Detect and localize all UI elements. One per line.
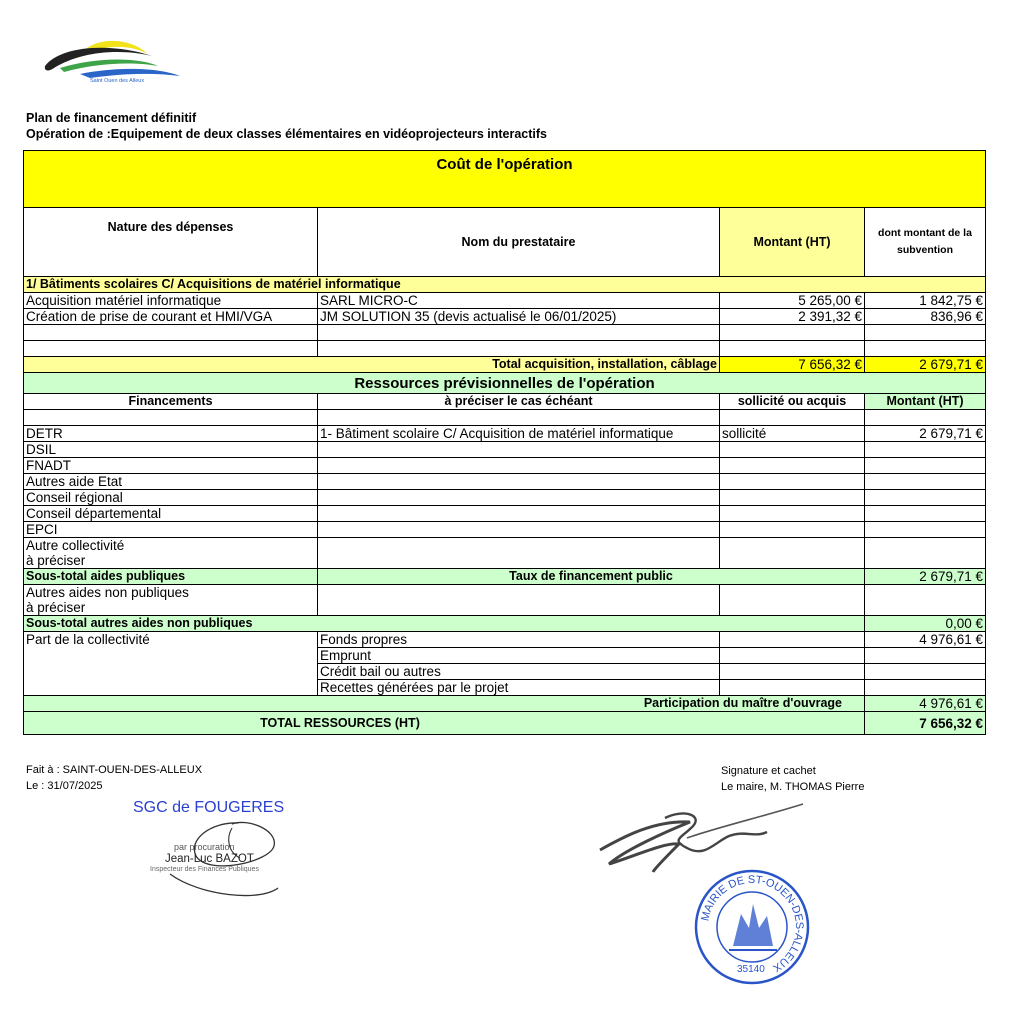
subvention-cell: 836,96 €	[865, 309, 986, 325]
procuration-title: Inspecteur des Finances Publiques	[150, 866, 259, 873]
total-resources-label: TOTAL RESSOURCES (HT)	[24, 712, 865, 735]
prestataire-cell: SARL MICRO-C	[318, 293, 720, 309]
signature-label: Signature et cachet	[721, 765, 816, 777]
table-row	[24, 585, 986, 601]
resources-header-row	[24, 394, 986, 410]
status-cell: sollicité	[720, 426, 865, 442]
table-row	[24, 474, 986, 490]
subvention-cell: 1 842,75 €	[865, 293, 986, 309]
table-row	[24, 664, 986, 680]
taux-label: Taux de financement public	[318, 569, 865, 585]
montant-cell: 2 391,32 €	[720, 309, 865, 325]
collectivite-label: Part de la collectivité	[24, 632, 318, 648]
detail-cell: 1- Bâtiment scolaire C/ Acquisition de matériel informatique	[318, 426, 720, 442]
total-resources-row	[24, 712, 986, 735]
cost-title-row	[24, 151, 986, 208]
participation-value: 4 976,61 €	[865, 696, 986, 712]
col-montant-header: Montant (HT)	[720, 208, 865, 277]
col-prestataire-header: Nom du prestataire	[318, 208, 720, 277]
table-row	[24, 538, 986, 554]
cost-title: Coût de l'opération	[24, 151, 986, 208]
cost-section-label: 1/ Bâtiments scolaires C/ Acquisitions de matériel informatique	[24, 277, 986, 293]
cost-total-montant: 7 656,32 €	[720, 357, 865, 373]
table-row	[24, 506, 986, 522]
table-row	[24, 648, 986, 664]
col-preciser-header: à préciser le cas échéant	[318, 394, 720, 410]
detail-cell: Crédit bail ou autres	[318, 664, 720, 680]
cost-total-subvention: 2 679,71 €	[865, 357, 986, 373]
subtotal-public-row	[24, 569, 986, 585]
procuration-name: Jean-Luc BAZOT	[165, 853, 254, 865]
montant-cell: 2 679,71 €	[865, 426, 986, 442]
col-sollicite-header: sollicité ou acquis	[720, 394, 865, 410]
subtotal-nonpublic-label: Sous-total autres aides non publiques	[24, 616, 865, 632]
table-row	[24, 341, 986, 357]
resources-title-row	[24, 373, 986, 394]
participation-label: Participation du maître d'ouvrage	[24, 696, 865, 712]
nature-cell: Acquisition matériel informatique	[24, 293, 318, 309]
date: Le : 31/07/2025	[26, 780, 103, 792]
financement-label: Conseil départemental	[24, 506, 318, 522]
montant-cell: 4 976,61 €	[865, 632, 986, 648]
table-row	[24, 410, 986, 426]
stamp-code: 35140	[737, 964, 765, 975]
table-row	[24, 426, 986, 442]
cost-total-row	[24, 357, 986, 373]
plan-title: Plan de financement définitif	[26, 111, 197, 125]
table-row	[24, 458, 986, 474]
logo-graphic	[40, 36, 185, 88]
procuration-text: par procuration	[174, 842, 235, 852]
table-row	[24, 442, 986, 458]
fait-a: Fait à : SAINT-OUEN-DES-ALLEUX	[26, 764, 203, 776]
detail-cell: Emprunt	[318, 648, 720, 664]
cost-total-label: Total acquisition, installation, câblage	[24, 357, 720, 373]
financement-label: à préciser	[24, 553, 318, 569]
maire-name: Le maire, M. THOMAS Pierre	[721, 781, 865, 793]
col-financements-header: Financements	[24, 394, 318, 410]
sgc-label: SGC de FOUGERES	[133, 799, 285, 816]
operation-title: Opération de :Equipement de deux classes élémentaires en vidéoprojecteurs interactifs	[26, 127, 548, 141]
logo-text: Saint Ouen des Alleux	[90, 78, 145, 84]
table-row	[24, 522, 986, 538]
detail-cell: Recettes générées par le projet	[318, 680, 720, 696]
nature-cell: Création de prise de courant et HMI/VGA	[24, 309, 318, 325]
subtotal-public-label: Sous-total aides publiques	[24, 569, 318, 585]
financement-label: EPCI	[24, 522, 318, 538]
financement-label: DETR	[24, 426, 318, 442]
resources-title: Ressources prévisionnelles de l'opération	[24, 373, 986, 394]
col-subvention-header: dont montant de la subvention	[865, 208, 986, 277]
col-nature-header: Nature des dépenses	[24, 208, 318, 277]
financement-label: à préciser	[24, 600, 318, 616]
logo	[40, 36, 185, 88]
subtotal-nonpublic-value: 0,00 €	[865, 616, 986, 632]
financing-table	[23, 150, 986, 735]
table-row	[24, 553, 986, 569]
table-row	[24, 325, 986, 341]
financement-label: DSIL	[24, 442, 318, 458]
financement-label: FNADT	[24, 458, 318, 474]
montant-cell: 5 265,00 €	[720, 293, 865, 309]
table-row	[24, 600, 986, 616]
financement-label: Autre collectivité	[24, 538, 318, 554]
prestataire-cell: JM SOLUTION 35 (devis actualisé le 06/01/2025)	[318, 309, 720, 325]
financement-label: Autres aides non publiques	[24, 585, 318, 601]
table-row	[24, 490, 986, 506]
subtotal-public-value: 2 679,71 €	[865, 569, 986, 585]
detail-cell: Fonds propres	[318, 632, 720, 648]
table-row	[24, 680, 986, 696]
total-resources-value: 7 656,32 €	[865, 712, 986, 735]
cost-section-row	[24, 277, 986, 293]
table-row	[24, 293, 986, 309]
stamp-ring-text: MAIRIE DE ST-OUEN-DES-ALLEUX	[699, 873, 806, 974]
mairie-stamp-graphic	[693, 868, 811, 986]
participation-row	[24, 696, 986, 712]
mairie-stamp	[693, 868, 811, 986]
financement-label: Conseil régional	[24, 490, 318, 506]
table-row	[24, 309, 986, 325]
table-row	[24, 632, 986, 648]
cost-header-row	[24, 208, 986, 277]
financement-label: Autres aide Etat	[24, 474, 318, 490]
subtotal-nonpublic-row	[24, 616, 986, 632]
col-resources-montant-header: Montant (HT)	[865, 394, 986, 410]
